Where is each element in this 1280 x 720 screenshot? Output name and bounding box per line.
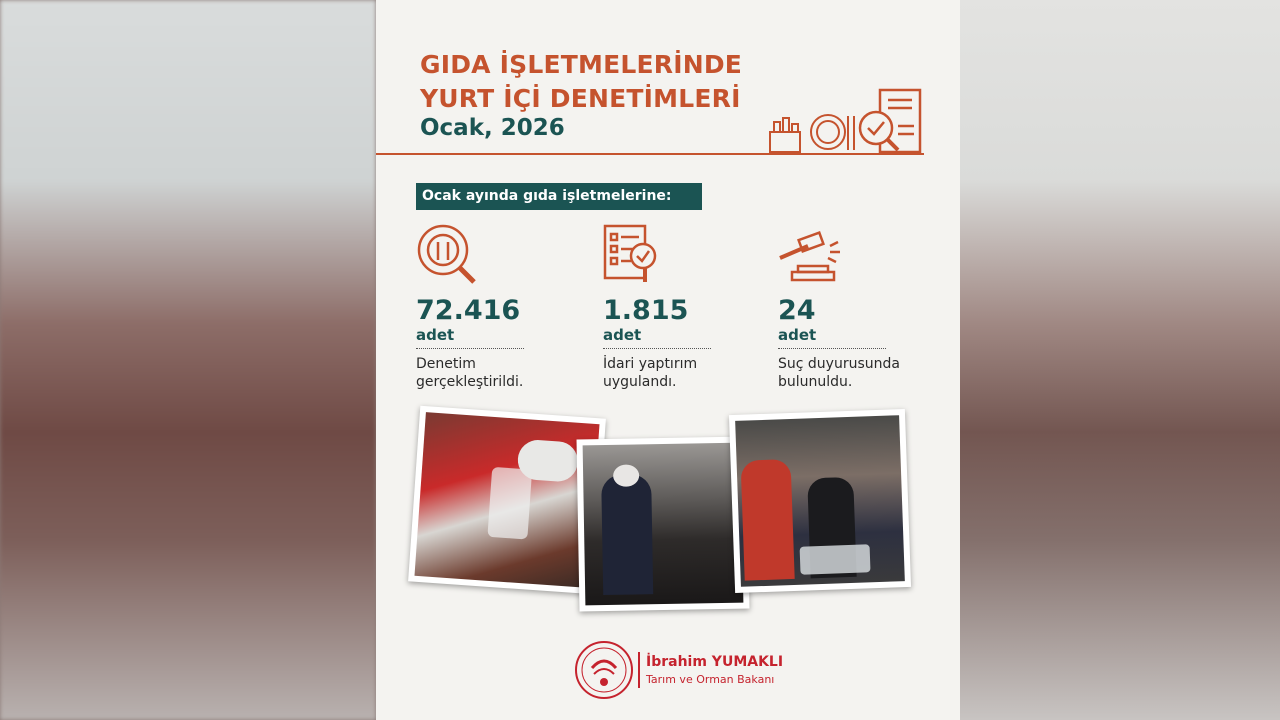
sample-container [800,544,871,574]
title-line-1: GIDA İŞLETMELERİNDE [420,50,743,79]
stat-criminal-complaints [778,222,928,391]
checklist-icon [603,222,673,288]
stat-unit: adet [778,326,817,344]
gloved-hand [517,439,580,483]
photo-kitchen-inspection [577,437,750,612]
gavel-icon [778,222,848,288]
inspector-figure [741,459,795,581]
stat-description-line-2: uygulandı. [603,374,677,390]
infographic-card [376,0,960,720]
dotted-divider [603,348,711,349]
photo-sample-collection [408,406,606,595]
title-divider [376,153,924,155]
stat-description [778,355,928,391]
sample-bag [487,467,532,540]
stat-value: 24 [778,295,816,326]
stat-description-line-1: Suç duyurusunda [778,356,900,372]
stat-description-line-1: İdari yaptırım [603,356,698,372]
stat-inspections [416,222,566,391]
minister-name: İbrahim YUMAKLI [646,654,784,670]
stat-description-line-1: Denetim [416,356,476,372]
magnifier-document-icon [860,90,920,152]
stat-description-line-2: bulunuldu. [778,374,853,390]
stat-unit: adet [603,326,642,344]
header-illustration [766,86,926,156]
page-subtitle: Ocak, 2026 [420,115,565,141]
title-line-2: YURT İÇİ DENETİMLERİ [420,84,741,113]
stat-description [603,355,753,391]
ministry-seal-logo [574,640,634,700]
plate-cutlery-icon [811,115,854,150]
section-banner: Ocak ayında gıda işletmelerine: [416,183,702,210]
dotted-divider [416,348,524,349]
minister-title: Tarım ve Orman Bakanı [646,673,775,686]
dotted-divider [778,348,886,349]
ministry-footer [574,640,784,704]
footer-divider [638,652,640,688]
inspector-figure [601,474,653,595]
stat-value: 1.815 [603,295,689,326]
stat-description [416,355,566,391]
blurred-background-left [0,0,376,720]
blurred-background-right [960,0,1280,720]
stat-sanctions [603,222,753,391]
stat-value: 72.416 [416,295,521,326]
stat-description-line-2: gerçekleştirildi. [416,374,524,390]
food-inspection-icon [416,222,486,288]
photo-team-inspection [729,409,911,593]
page-title [420,48,742,116]
grocery-bag-icon [770,118,800,152]
stat-unit: adet [416,326,455,344]
